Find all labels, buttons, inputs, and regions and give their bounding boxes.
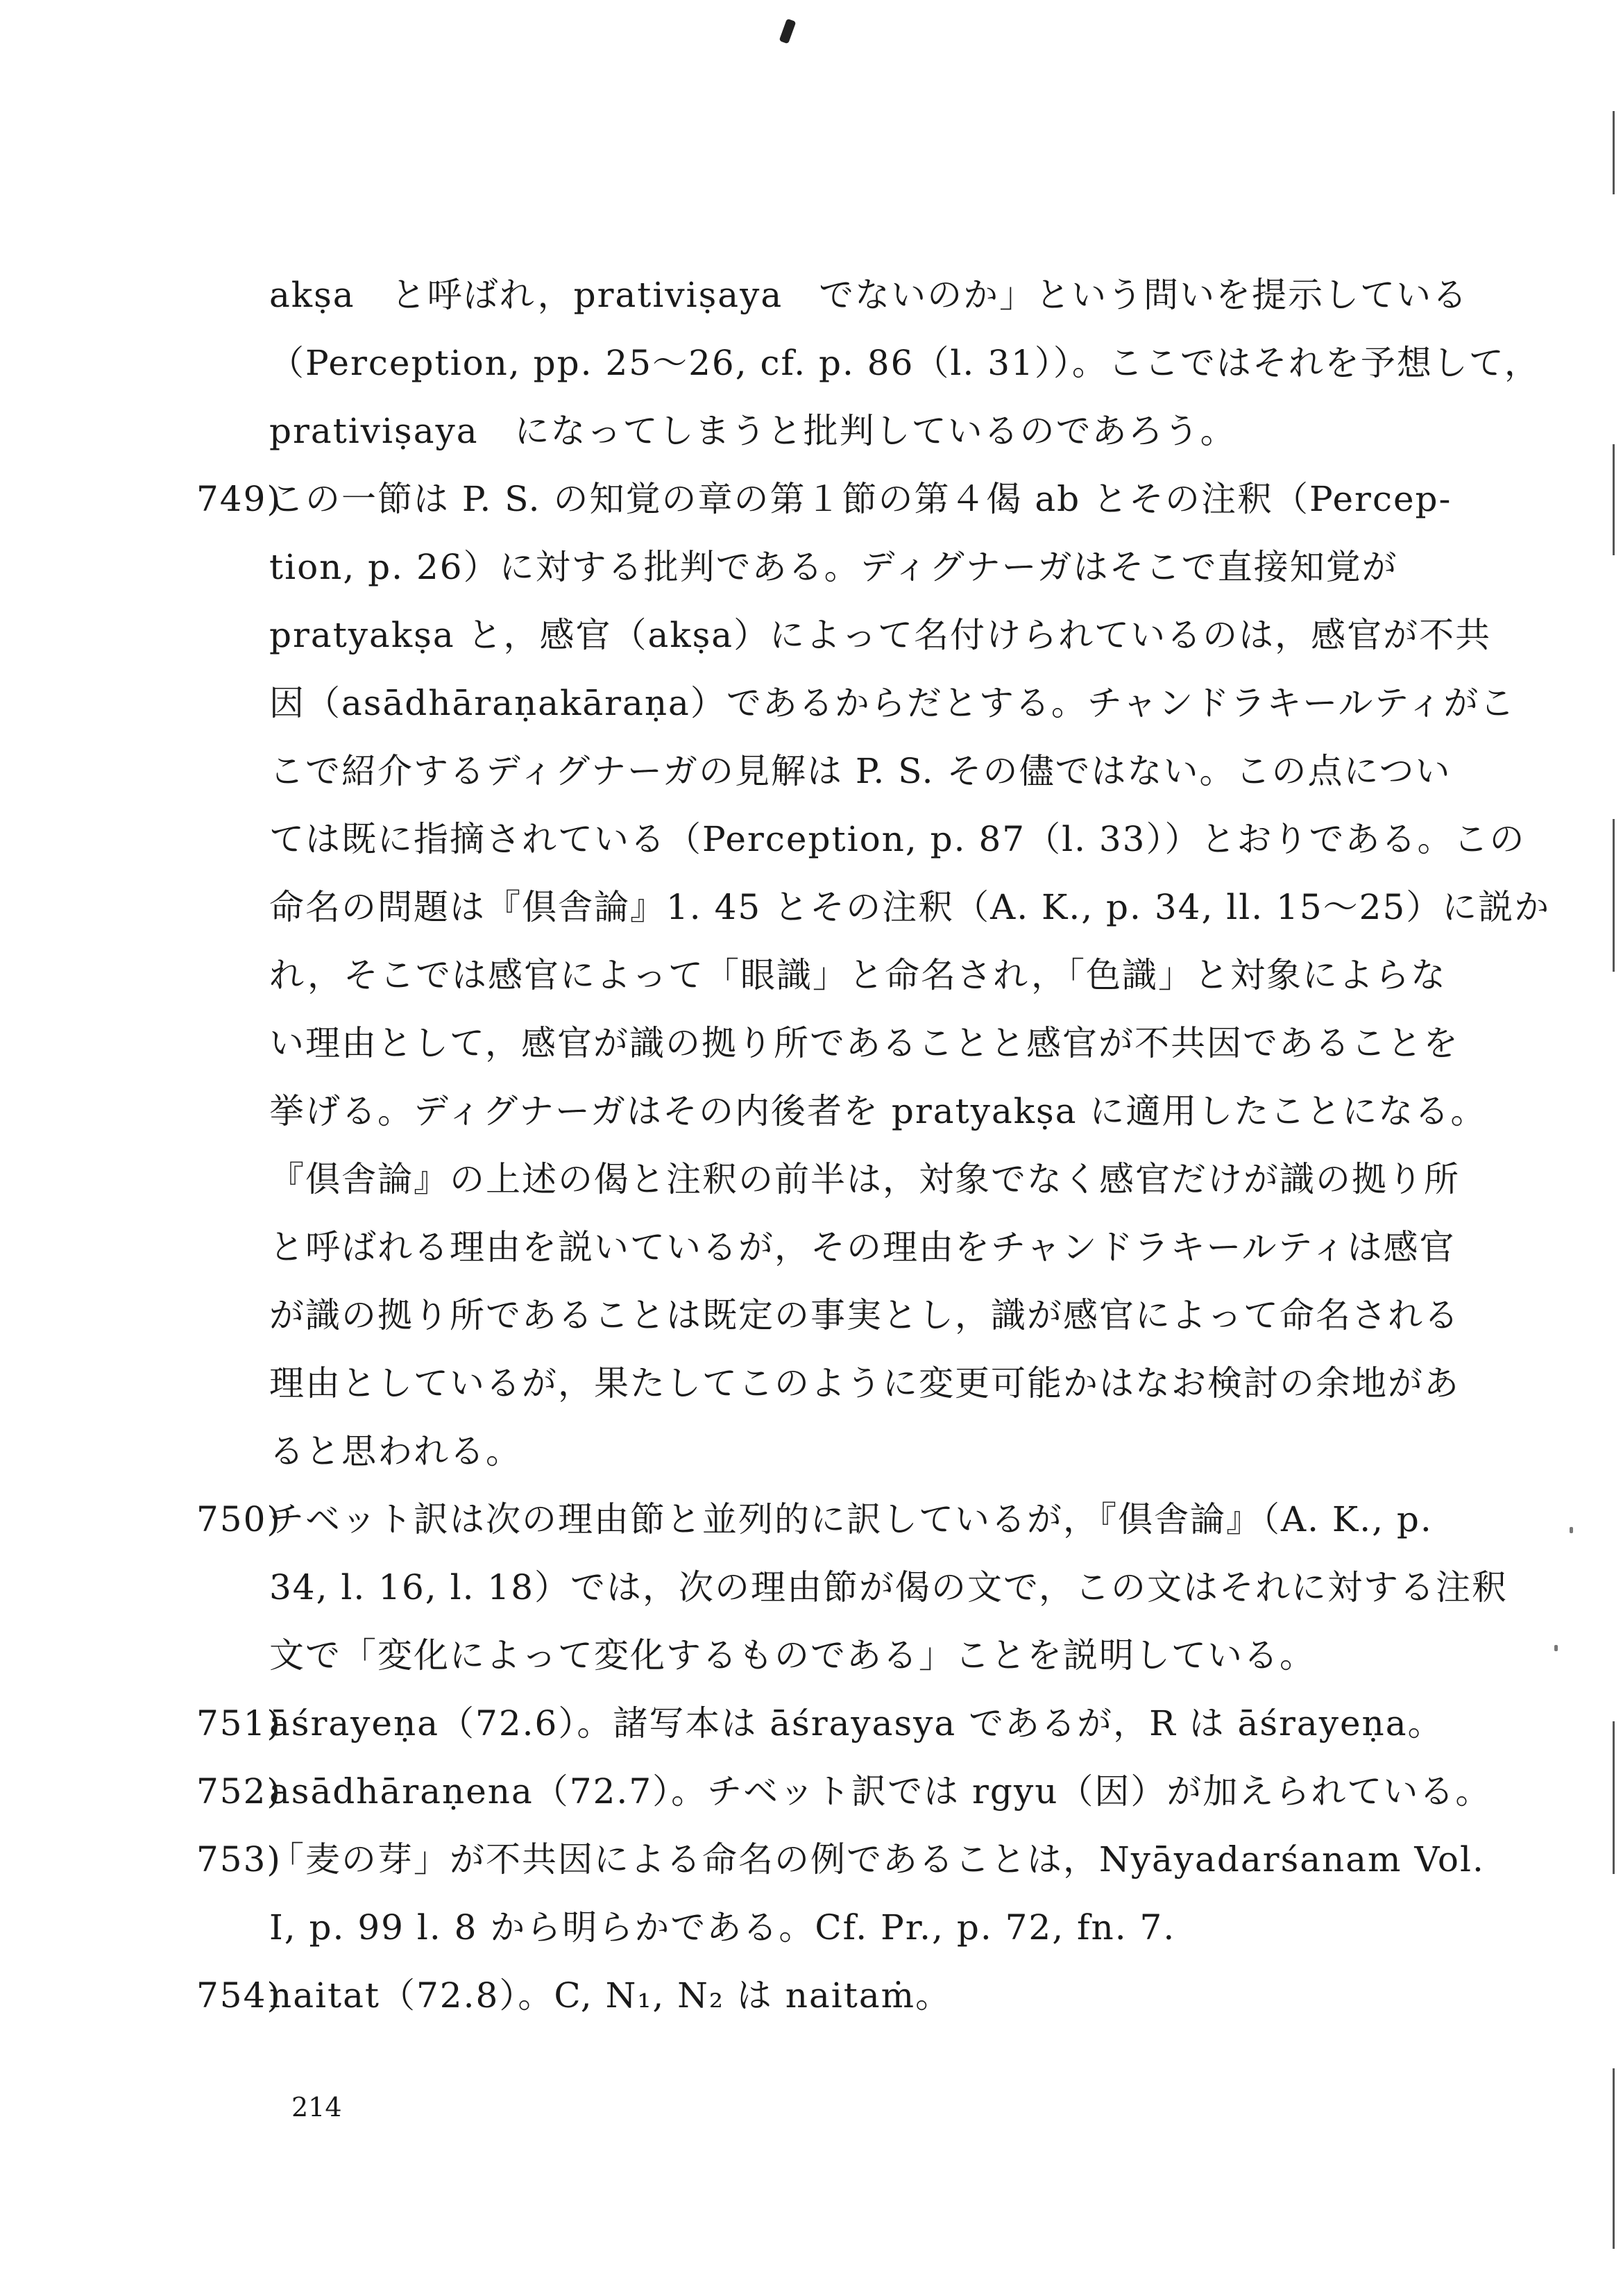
footnote-text: ては既に指摘されている（Perception, p. 87（l. 33））とおりである。この [269,819,1526,859]
footnote-line [269,952,1447,998]
footnote-first-line [196,1700,1444,1746]
footnote-first-line [196,1973,1334,2018]
footnote-first-line [196,1769,1492,1814]
scan-edge-line [1613,444,1615,555]
scan-speck [1554,1645,1558,1651]
intro-line: prativiṣaya になってしまうと批判しているのであろう。 [269,411,1237,451]
scan-speck [1570,1527,1573,1533]
page-number: 214 [291,2092,342,2122]
footnote-number: 753) [196,1839,282,1880]
footnote-line [269,1905,1407,1950]
scan-edge-line [1613,111,1615,194]
footnote-first-line [196,1837,1485,1882]
footnote-number: 751) [196,1703,282,1744]
footnote-line [269,748,1452,794]
footnote-line [269,680,1516,726]
footnote-text: い理由として，感官が識の拠り所であることと感官が不共因であることを [269,1023,1459,1063]
footnote-number: 752) [196,1771,282,1812]
footnote-number: 750) [196,1499,282,1539]
footnote-text: 命名の問題は『倶舎論』1. 45 とその注釈（A. K., p. 34, ll. 15～25）に説か [269,887,1551,927]
footnote-text: 挙げる。ディグナーガはその内後者を pratyakṣa に適用したことになる。 [269,1091,1487,1131]
footnote-text: チベット訳は次の理由節と並列的に訳しているが，『倶舎論』（A. K., p. [269,1499,1433,1539]
footnote-text: 文で「変化によって変化するものである」ことを説明している。 [269,1635,1316,1675]
footnote-text: 『倶舎論』の上述の偈と注釈の前半は，対象でなく感官だけが識の拠り所 [269,1159,1460,1199]
footnote-text: I, p. 99 l. 8 から明らかである。Cf. Pr., p. 72, fn. 7. [269,1907,1176,1948]
footnote-line [269,816,1526,862]
footnote-line [269,1020,1459,1066]
footnote-first-line [196,476,1452,522]
footnote-line [269,1360,1460,1406]
ink-mark [779,19,797,44]
footnote-text: こで紹介するディグナーガの見解は P. S. その儘ではない。この点につい [269,751,1452,791]
footnote-text: 34, l. 16, l. 18）では，次の理由節が偈の文で，この文はそれに対する注釈 [269,1567,1508,1607]
footnote-line [269,612,1492,658]
intro-line: akṣa と呼ばれ，prativiṣaya でないのか」という問いを提示している [269,275,1469,315]
scan-edge-line [1613,1721,1615,1874]
footnote-text: 「麦の芽」が不共因による命名の例であることは，Nyāyadarśanam Vol. [269,1839,1485,1880]
footnote-text: naitat（72.8）。C, N₁, N₂ は naitaṁ。 [269,1975,952,2016]
footnote-text: と呼ばれる理由を説いているが，その理由をチャンドラキールティは感官 [269,1227,1456,1267]
footnote-line [269,1564,1508,1610]
footnote-first-line [196,1496,1433,1542]
footnote-line [269,1632,1407,1678]
footnote-text: ると思われる。 [269,1431,522,1471]
scan-edge-line [1613,819,1615,972]
footnote-text: āśrayeṇa（72.6）。諸写本は āśrayasya であるが，R は āśrayeṇa。 [269,1703,1444,1744]
footnote-line [269,1224,1456,1270]
footnote-text: が識の拠り所であることは既定の事実とし，識が感官によって命名される [269,1295,1460,1335]
footnote-text: tion, p. 26）に対する批判である。ディグナーガはそこで直接知覚が [269,547,1398,587]
intro-line: （Perception, pp. 25～26, cf. p. 86（l. 31））。ここではそれを予想して， [269,343,1540,383]
scan-edge-line [1613,2068,1615,2249]
footnote-text: れ，そこでは感官によって「眼識」と命名され，「色識」と対象によらな [269,955,1447,995]
footnote-text: この一節は P. S. の知覚の章の第１節の第４偈 ab とその注釈（Percep- [269,479,1452,519]
footnote-line [269,1428,1407,1474]
footnote-number: 749) [196,479,282,519]
footnote-text: pratyakṣa と，感官（akṣa）によって名付けられているのは，感官が不共 [269,615,1492,655]
footnote-text: asādhāraṇena（72.7）。チベット訳では rgyu（因）が加えられている。 [269,1771,1492,1812]
footnote-line [269,1292,1460,1338]
footnote-line [269,884,1551,930]
footnote-text: 理由としているが，果たしてこのように変更可能かはなお検討の余地があ [269,1363,1460,1403]
footnote-text: 因（asādhāraṇakāraṇa）であるからだとする。チャンドラキールティがこ [269,683,1516,723]
footnote-line [269,544,1407,590]
footnote-number: 754) [196,1975,282,2016]
footnote-line [269,1088,1487,1134]
footnote-line [269,1156,1460,1202]
